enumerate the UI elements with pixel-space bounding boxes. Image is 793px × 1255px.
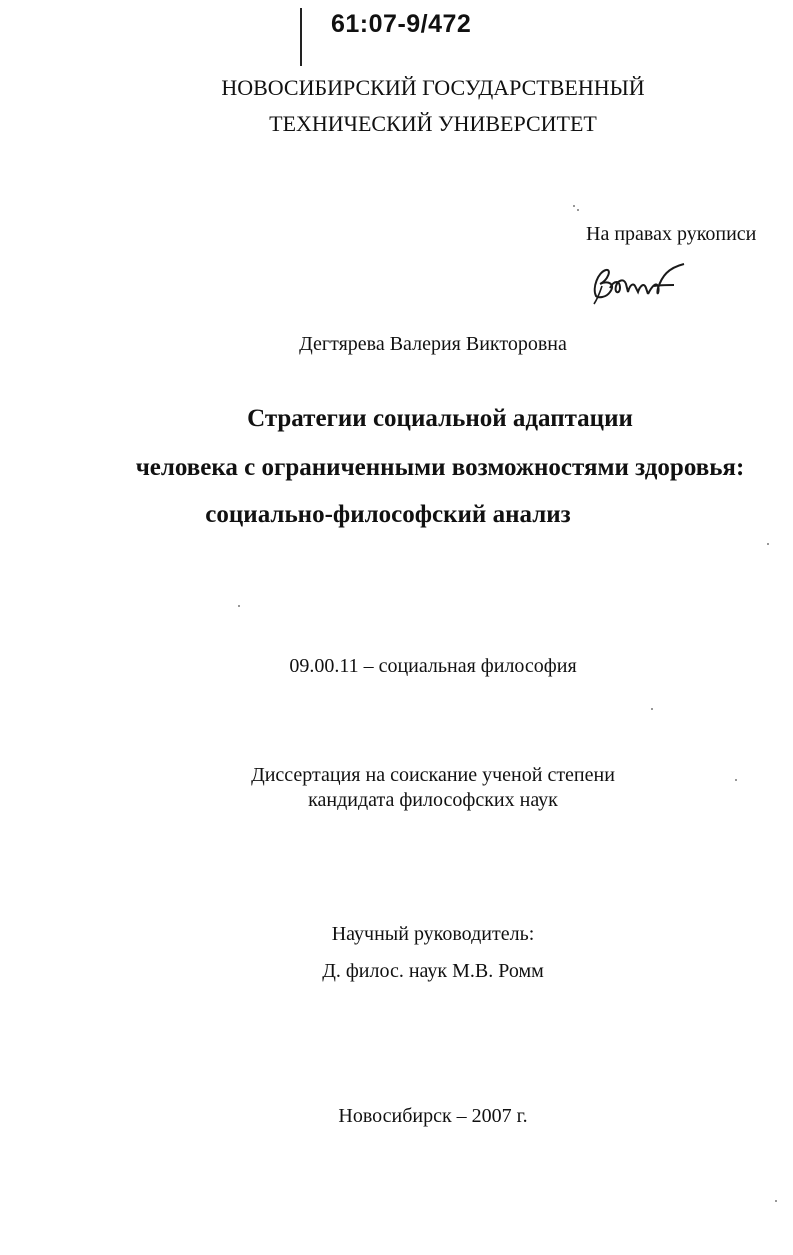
scan-speck (573, 205, 575, 207)
thesis-title-line1: Стратегии социальной адаптации (247, 405, 633, 432)
scan-speck (651, 708, 653, 710)
manuscript-rights-label: На правах рукописи (586, 223, 757, 245)
scan-speck (577, 209, 579, 211)
degree-statement-line1: Диссертация на соискание ученой степени (251, 764, 615, 786)
handwritten-signature (586, 258, 696, 308)
city-year: Новосибирск – 2007 г. (338, 1105, 528, 1127)
stamp-divider-line (300, 8, 302, 66)
scan-speck (775, 1200, 777, 1202)
thesis-title-line2: человека с ограниченными возможностями здоровья: (135, 454, 745, 481)
author-name: Дегтярева Валерия Викторовна (299, 333, 567, 355)
scan-speck (735, 779, 737, 781)
library-stamp-code: 61:07-9/472 (331, 10, 472, 38)
specialty-code: 09.00.11 – социальная философия (289, 655, 577, 677)
scan-speck (238, 605, 240, 607)
thesis-title-line3: социально-философский анализ (205, 501, 571, 528)
degree-statement-line2: кандидата философских наук (308, 789, 558, 811)
supervisor-label: Научный руководитель: (331, 923, 535, 945)
scan-speck (767, 543, 769, 545)
supervisor-name: Д. филос. наук М.В. Ромм (322, 960, 544, 982)
university-name-line1: НОВОСИБИРСКИЙ ГОСУДАРСТВЕННЫЙ (221, 75, 645, 100)
university-name-line2: ТЕХНИЧЕСКИЙ УНИВЕРСИТЕТ (269, 111, 597, 136)
